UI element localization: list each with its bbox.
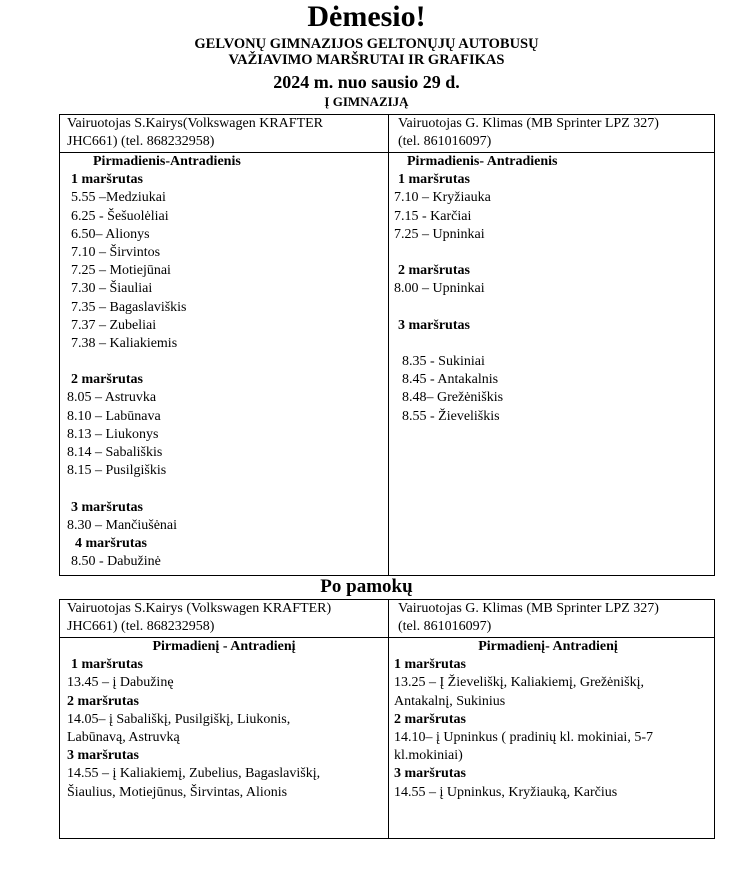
stop: 8.30 – Mančiušėnai xyxy=(67,517,178,533)
route-name: 3 maršrutas xyxy=(67,748,139,764)
column-divider xyxy=(388,600,389,838)
stop: 7.15 - Karčiai xyxy=(394,208,472,224)
route-stops: 13.25 – Į Žieveliškį, Kaliakiemį, Grežėniškį, xyxy=(394,675,644,691)
stop: 8.45 - Antakalnis xyxy=(402,372,499,388)
route-name: 2 maršrutas xyxy=(71,372,143,388)
stop: 6.25 - Šešuolėliai xyxy=(71,208,169,224)
to-school-table xyxy=(59,114,715,576)
route-stops: 14.10– į Upninkus ( pradinių kl. mokiniai, 5-7 xyxy=(394,729,653,745)
stop: 7.35 – Bagaslaviškis xyxy=(71,299,187,315)
stop: 7.37 – Zubeliai xyxy=(71,317,157,333)
stop: 8.14 – Sabališkis xyxy=(67,445,163,460)
stop: 7.10 – Kryžiauka xyxy=(394,190,491,206)
route-name: 1 maršrutas xyxy=(71,657,143,673)
days-label: Pirmadienį- Antradienį xyxy=(478,639,618,654)
stop: 8.50 - Dabužinė xyxy=(71,554,161,570)
schedule-date: 2024 m. nuo sausio 29 d. xyxy=(273,72,460,92)
route-stops: 13.45 – į Dabužinę xyxy=(67,675,174,691)
route-name: 3 maršrutas xyxy=(398,317,470,333)
stop: 8.00 – Upninkai xyxy=(394,281,485,297)
stop: 8.55 - Žieveliškis xyxy=(402,408,500,424)
stop: 7.30 – Šiauliai xyxy=(71,281,153,297)
route-name: 3 maršrutas xyxy=(394,766,466,782)
left-schedule xyxy=(67,153,385,571)
stop: 7.38 – Kaliakiemis xyxy=(71,335,178,351)
right-driver-info: Vairuotojas G. Klimas (MB Sprinter LPZ 327) (tel. 861016097) xyxy=(398,116,659,149)
route-name: 2 maršrutas xyxy=(394,711,466,727)
to-school-heading: Į GIMNAZIJĄ xyxy=(324,94,409,109)
stop: 7.25 – Upninkai xyxy=(394,226,485,242)
after-lessons-heading: Po pamokų xyxy=(320,576,413,597)
page-title: Dėmesio! xyxy=(307,0,426,33)
route-name: 1 maršrutas xyxy=(394,657,466,673)
right-driver-info: Vairuotojas G. Klimas (MB Sprinter LPZ 327) (tel. 861016097) xyxy=(398,601,659,634)
stop: 8.48– Grežėniškis xyxy=(402,390,504,406)
stop: 7.25 – Motiejūnai xyxy=(71,263,171,279)
route-name: 1 maršrutas xyxy=(398,172,470,188)
right-schedule xyxy=(394,153,712,426)
route-name: 3 maršrutas xyxy=(71,499,143,515)
stop: 6.50– Alionys xyxy=(71,226,150,242)
route-stops: 14.55 – į Upninkus, Kryžiauką, Karčius xyxy=(394,784,618,800)
subtitle-line-1: GELVONŲ GIMNAZIJOS GELTONŲJŲ AUTOBUSŲ xyxy=(194,36,539,52)
stop: 8.15 – Pusilgiškis xyxy=(67,463,167,479)
days-label: Pirmadienį - Antradienį xyxy=(152,639,296,654)
route-name: 2 maršrutas xyxy=(398,263,470,279)
stop: 8.10 – Labūnava xyxy=(67,408,161,424)
route-name: 4 maršrutas xyxy=(75,535,147,551)
route-stops: 14.05– į Sabališkį, Pusilgiškį, Liukonis, xyxy=(67,711,291,727)
left-return-schedule xyxy=(67,638,385,802)
days-label: Pirmadienis-Antradienis xyxy=(93,154,241,169)
route-name: 2 maršrutas xyxy=(67,693,139,709)
left-driver-info: Vairuotojas S.Kairys(Volkswagen KRAFTER JHC661) (tel. 868232958) xyxy=(67,116,324,149)
stop: 8.13 – Liukonys xyxy=(67,426,159,442)
subtitle-line-2: VAŽIAVIMO MARŠRUTAI IR GRAFIKAS xyxy=(228,52,505,68)
route-name: 1 maršrutas xyxy=(71,172,143,188)
stop: 8.05 – Astruvka xyxy=(67,390,157,406)
stop: 5.55 –Medziukai xyxy=(71,190,166,206)
stop: 7.10 – Širvintos xyxy=(71,244,161,260)
route-stops: Antakalnį, Sukinius xyxy=(394,693,506,709)
route-stops: kl.mokiniai) xyxy=(394,748,463,764)
route-stops: Labūnavą, Astruvką xyxy=(67,729,180,745)
route-stops: 14.55 – į Kaliakiemį, Zubelius, Bagaslaviškį, xyxy=(67,766,321,782)
stop: 8.35 - Sukiniai xyxy=(402,354,485,370)
left-driver-info: Vairuotojas S.Kairys (Volkswagen KRAFTER) JHC661) (tel. 868232958) xyxy=(67,601,332,634)
column-divider xyxy=(388,115,389,575)
route-stops: Šiaulius, Motiejūnus, Širvintas, Alionis xyxy=(67,784,288,800)
right-return-schedule xyxy=(394,638,712,802)
days-label: Pirmadienis- Antradienis xyxy=(407,154,558,169)
after-lessons-table xyxy=(59,599,715,839)
